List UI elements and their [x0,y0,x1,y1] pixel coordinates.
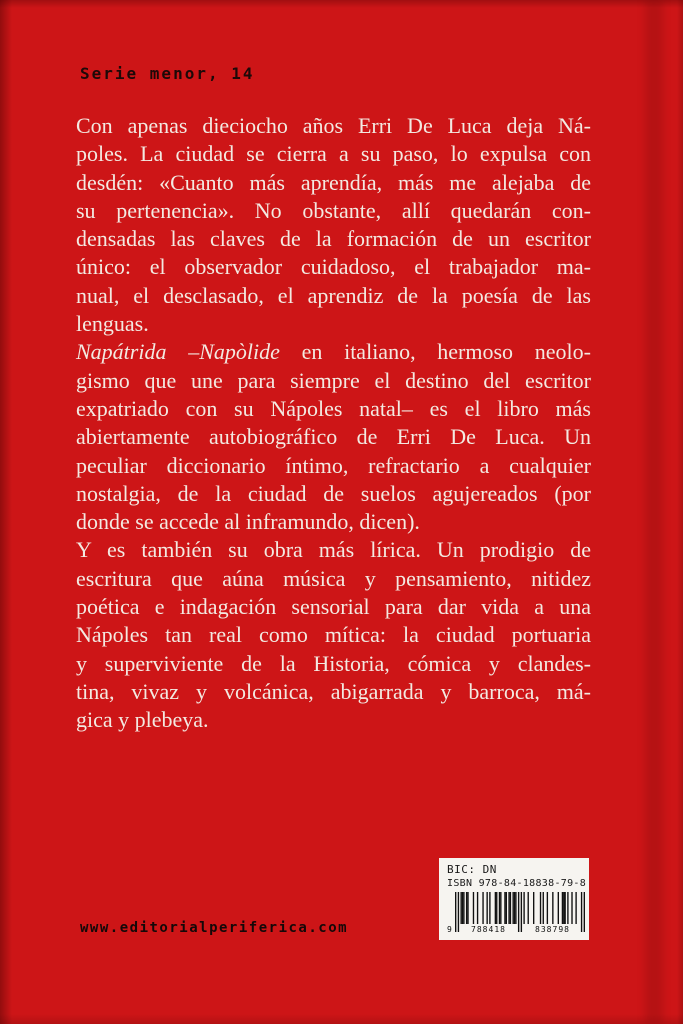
ean-digit-group: 838798 [535,925,570,934]
blurb-line: lenguas. [76,311,149,337]
blurb-line: donde se accede al inframundo, dicen). [76,509,420,535]
blurb-line: nual, el desclasado, el aprendiz de la poesía de las [76,282,591,308]
blurb-text [76,112,591,735]
ean-digit-group: 788418 [471,925,506,934]
cover-crease-shadow [645,0,663,1024]
blurb-line: gismo que une para siempre el destino del escritor [76,367,591,393]
blurb-line: su pertenencia». No obstante, allí quedarán con- [76,197,591,223]
cover-edge-shadow-left [0,0,12,1024]
blurb-line: poles. La ciudad se cierra a su paso, lo expulsa con [76,141,591,167]
blurb-line: escritura que aúna música y pensamiento, nitidez [76,565,591,591]
blurb-line: Y es también su obra más lírica. Un prodigio de [76,537,591,563]
isbn-box [439,858,589,940]
ean-digit-group: 9 [447,925,452,934]
bic-code: BIC: DN [447,863,497,876]
blurb-line: y superviviente de la Historia, cómica y clandes- [76,650,591,676]
blurb-line: Con apenas dieciocho años Erri De Luca deja Ná- [76,113,591,138]
blurb-line: único: el observador cuidadoso, el trabajador ma- [76,254,591,280]
blurb-line: expatriado con su Nápoles natal– es el libro más [76,395,591,421]
blurb-line: desdén: «Cuanto más aprendía, más me alejaba de [76,169,591,195]
blurb-line: Nápoles tan real como mítica: la ciudad portuaria [76,622,591,648]
blurb-line: peculiar diccionario íntimo, refractario a cualquier [76,452,591,478]
cover-edge-shadow-right [677,0,683,1024]
series-label: Serie menor, 14 [80,64,255,83]
blurb-line: nostalgia, de la ciudad de suelos agujereados (por [76,480,591,506]
blurb-line: gica y plebeya. [76,707,209,733]
blurb-line: abiertamente autobiográfico de Erri De Luca. Un [76,424,591,450]
blurb-line: densadas las claves de la formación de un escritor [76,226,591,252]
publisher-website: www.editorialperiferica.com [80,920,349,936]
blurb-line: poética e indagación sensorial para dar vida a una [76,594,591,620]
isbn-number: ISBN 978-84-18838-79-8 [447,878,587,889]
cover-edge-shadow-bottom [0,1014,683,1024]
blurb-line: tina, vivaz y volcánica, abigarrada y barroca, má- [76,678,591,704]
ean-barcode [447,892,581,936]
cover-edge-shadow-top [0,0,683,8]
blurb-line: Napátrida –Napòlide en italiano, hermoso neolo- [76,339,591,365]
